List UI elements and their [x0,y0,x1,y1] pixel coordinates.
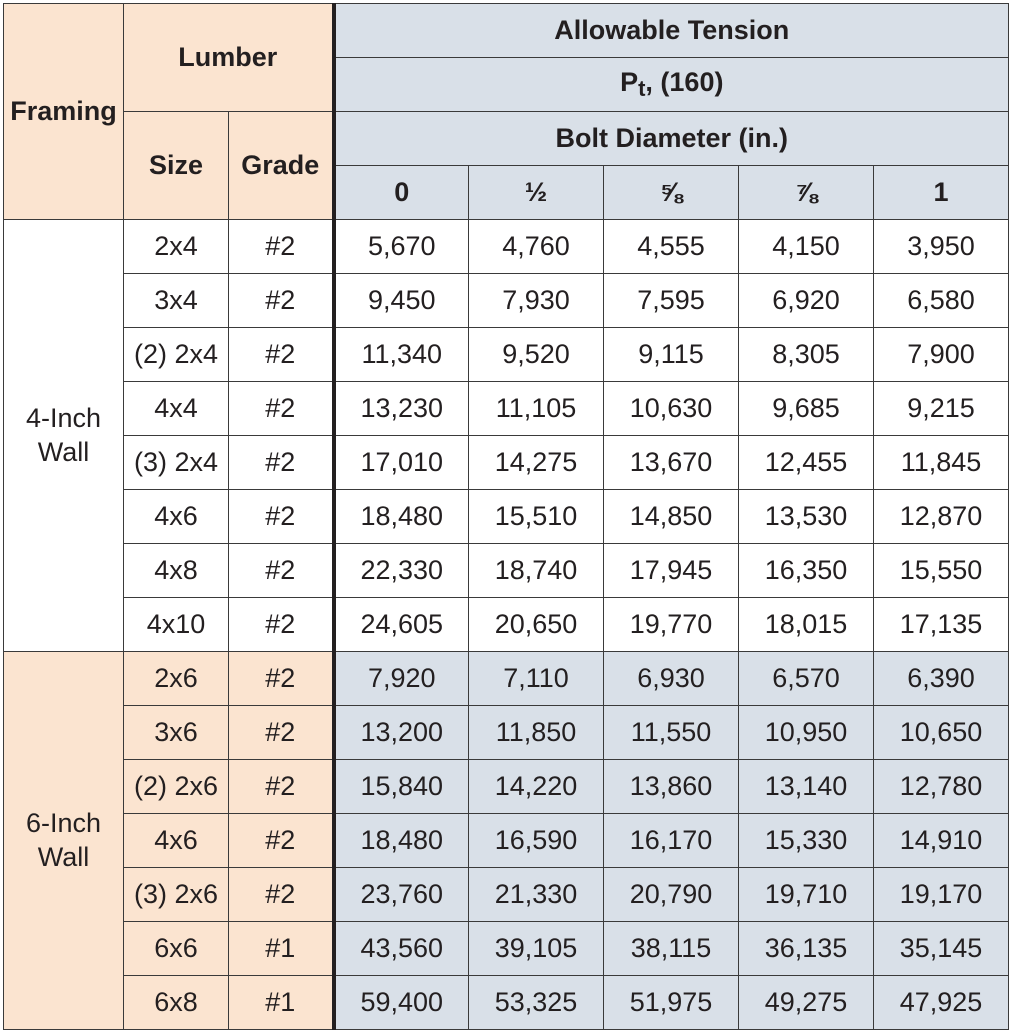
tension-value-cell: 17,135 [874,598,1009,652]
tension-value-cell: 13,670 [604,436,739,490]
tension-value-cell: 7,920 [334,652,469,706]
tension-value-cell: 14,275 [469,436,604,490]
framing-cell: 4-Inch Wall [4,220,124,652]
table-row [4,220,1009,274]
tension-value-cell: 13,140 [739,760,874,814]
grade-cell: #2 [229,328,334,382]
tension-value-cell: 6,580 [874,274,1009,328]
tension-value-cell: 15,550 [874,544,1009,598]
pt-suffix: , (160) [645,67,724,97]
tension-value-cell: 5,670 [334,220,469,274]
tension-value-cell: 12,455 [739,436,874,490]
tension-value-cell: 7,110 [469,652,604,706]
tension-value-cell: 9,115 [604,328,739,382]
grade-cell: #2 [229,544,334,598]
bolt-diameter-header: Bolt Diameter (in.) [334,112,1009,166]
lumber-header: Lumber [124,4,334,112]
tension-value-cell: 8,305 [739,328,874,382]
tension-value-cell: 6,570 [739,652,874,706]
tension-value-cell: 39,105 [469,922,604,976]
tension-value-cell: 6,390 [874,652,1009,706]
table-row [4,436,1009,490]
framing-cell: 6-Inch Wall [4,652,124,1030]
tension-value-cell: 38,115 [604,922,739,976]
size-cell: 2x4 [124,220,229,274]
tension-value-cell: 7,595 [604,274,739,328]
size-header: Size [124,112,229,220]
size-cell: (3) 2x4 [124,436,229,490]
table-header [4,4,1009,220]
table-row [4,490,1009,544]
tension-value-cell: 53,325 [469,976,604,1030]
table-body [4,220,1009,1030]
tension-value-cell: 15,330 [739,814,874,868]
tension-value-cell: 9,520 [469,328,604,382]
size-cell: 6x6 [124,922,229,976]
tension-value-cell: 9,685 [739,382,874,436]
grade-cell: #2 [229,598,334,652]
tension-value-cell: 11,105 [469,382,604,436]
tension-value-cell: 35,145 [874,922,1009,976]
grade-cell: #2 [229,382,334,436]
allowable-tension-header: Allowable Tension [334,4,1009,58]
table-row [4,382,1009,436]
grade-cell: #2 [229,652,334,706]
table-row [4,976,1009,1030]
grade-cell: #2 [229,706,334,760]
grade-cell: #2 [229,760,334,814]
size-cell: 2x6 [124,652,229,706]
size-cell: (2) 2x6 [124,760,229,814]
grade-cell: #1 [229,976,334,1030]
size-cell: 3x4 [124,274,229,328]
grade-cell: #2 [229,274,334,328]
tension-value-cell: 14,220 [469,760,604,814]
size-cell: (3) 2x6 [124,868,229,922]
tension-value-cell: 19,710 [739,868,874,922]
size-cell: 4x8 [124,544,229,598]
tension-value-cell: 10,950 [739,706,874,760]
tension-value-cell: 4,555 [604,220,739,274]
pt-sub: t [638,76,646,101]
table-row [4,760,1009,814]
tension-value-cell: 24,605 [334,598,469,652]
size-cell: 4x4 [124,382,229,436]
tension-value-cell: 12,780 [874,760,1009,814]
tension-value-cell: 17,010 [334,436,469,490]
allowable-tension-table [3,3,1009,1030]
table-row [4,868,1009,922]
tension-value-cell: 36,135 [739,922,874,976]
tension-value-cell: 7,900 [874,328,1009,382]
tension-value-cell: 19,170 [874,868,1009,922]
grade-cell: #2 [229,436,334,490]
tension-value-cell: 19,770 [604,598,739,652]
tension-value-cell: 47,925 [874,976,1009,1030]
tension-value-cell: 10,650 [874,706,1009,760]
tension-value-cell: 59,400 [334,976,469,1030]
table-row [4,544,1009,598]
tension-value-cell: 18,740 [469,544,604,598]
tension-value-cell: 11,845 [874,436,1009,490]
framing-header: Framing [4,4,124,220]
size-cell: 3x6 [124,706,229,760]
tension-value-cell: 18,480 [334,814,469,868]
size-cell: 4x6 [124,814,229,868]
tension-value-cell: 13,860 [604,760,739,814]
tension-value-cell: 16,170 [604,814,739,868]
diameter-header: ½ [469,166,604,220]
tension-value-cell: 4,760 [469,220,604,274]
grade-cell: #2 [229,868,334,922]
table-row [4,706,1009,760]
grade-cell: #2 [229,814,334,868]
grade-cell: #1 [229,922,334,976]
tension-value-cell: 16,350 [739,544,874,598]
tension-value-cell: 13,530 [739,490,874,544]
tension-value-cell: 6,920 [739,274,874,328]
size-cell: 4x6 [124,490,229,544]
tension-value-cell: 11,850 [469,706,604,760]
table-row [4,922,1009,976]
tension-value-cell: 13,230 [334,382,469,436]
tension-value-cell: 21,330 [469,868,604,922]
tension-value-cell: 10,630 [604,382,739,436]
tension-value-cell: 51,975 [604,976,739,1030]
table-row [4,598,1009,652]
grade-cell: #2 [229,490,334,544]
tension-value-cell: 23,760 [334,868,469,922]
tension-value-cell: 3,950 [874,220,1009,274]
tension-value-cell: 49,275 [739,976,874,1030]
table-row [4,328,1009,382]
table-row [4,814,1009,868]
tension-value-cell: 11,550 [604,706,739,760]
tension-value-cell: 6,930 [604,652,739,706]
table-row [4,652,1009,706]
pt-main: P [620,67,639,97]
tension-value-cell: 14,910 [874,814,1009,868]
tension-value-cell: 4,150 [739,220,874,274]
tension-value-cell: 15,510 [469,490,604,544]
pt-header [334,58,1009,112]
diameter-header: ⅝ [604,166,739,220]
tension-value-cell: 9,215 [874,382,1009,436]
tension-value-cell: 16,590 [469,814,604,868]
tension-value-cell: 7,930 [469,274,604,328]
diameter-header: ⅞ [739,166,874,220]
tension-value-cell: 15,840 [334,760,469,814]
grade-header: Grade [229,112,334,220]
tension-value-cell: 20,790 [604,868,739,922]
tension-value-cell: 18,015 [739,598,874,652]
tension-value-cell: 13,200 [334,706,469,760]
grade-cell: #2 [229,220,334,274]
tension-value-cell: 18,480 [334,490,469,544]
tension-value-cell: 43,560 [334,922,469,976]
tension-value-cell: 22,330 [334,544,469,598]
table-row [4,274,1009,328]
tension-value-cell: 9,450 [334,274,469,328]
tension-value-cell: 11,340 [334,328,469,382]
tension-value-cell: 12,870 [874,490,1009,544]
size-cell: 6x8 [124,976,229,1030]
diameter-header: 1 [874,166,1009,220]
tension-value-cell: 14,850 [604,490,739,544]
size-cell: (2) 2x4 [124,328,229,382]
diameter-header: 0 [334,166,469,220]
tension-value-cell: 20,650 [469,598,604,652]
size-cell: 4x10 [124,598,229,652]
tension-value-cell: 17,945 [604,544,739,598]
